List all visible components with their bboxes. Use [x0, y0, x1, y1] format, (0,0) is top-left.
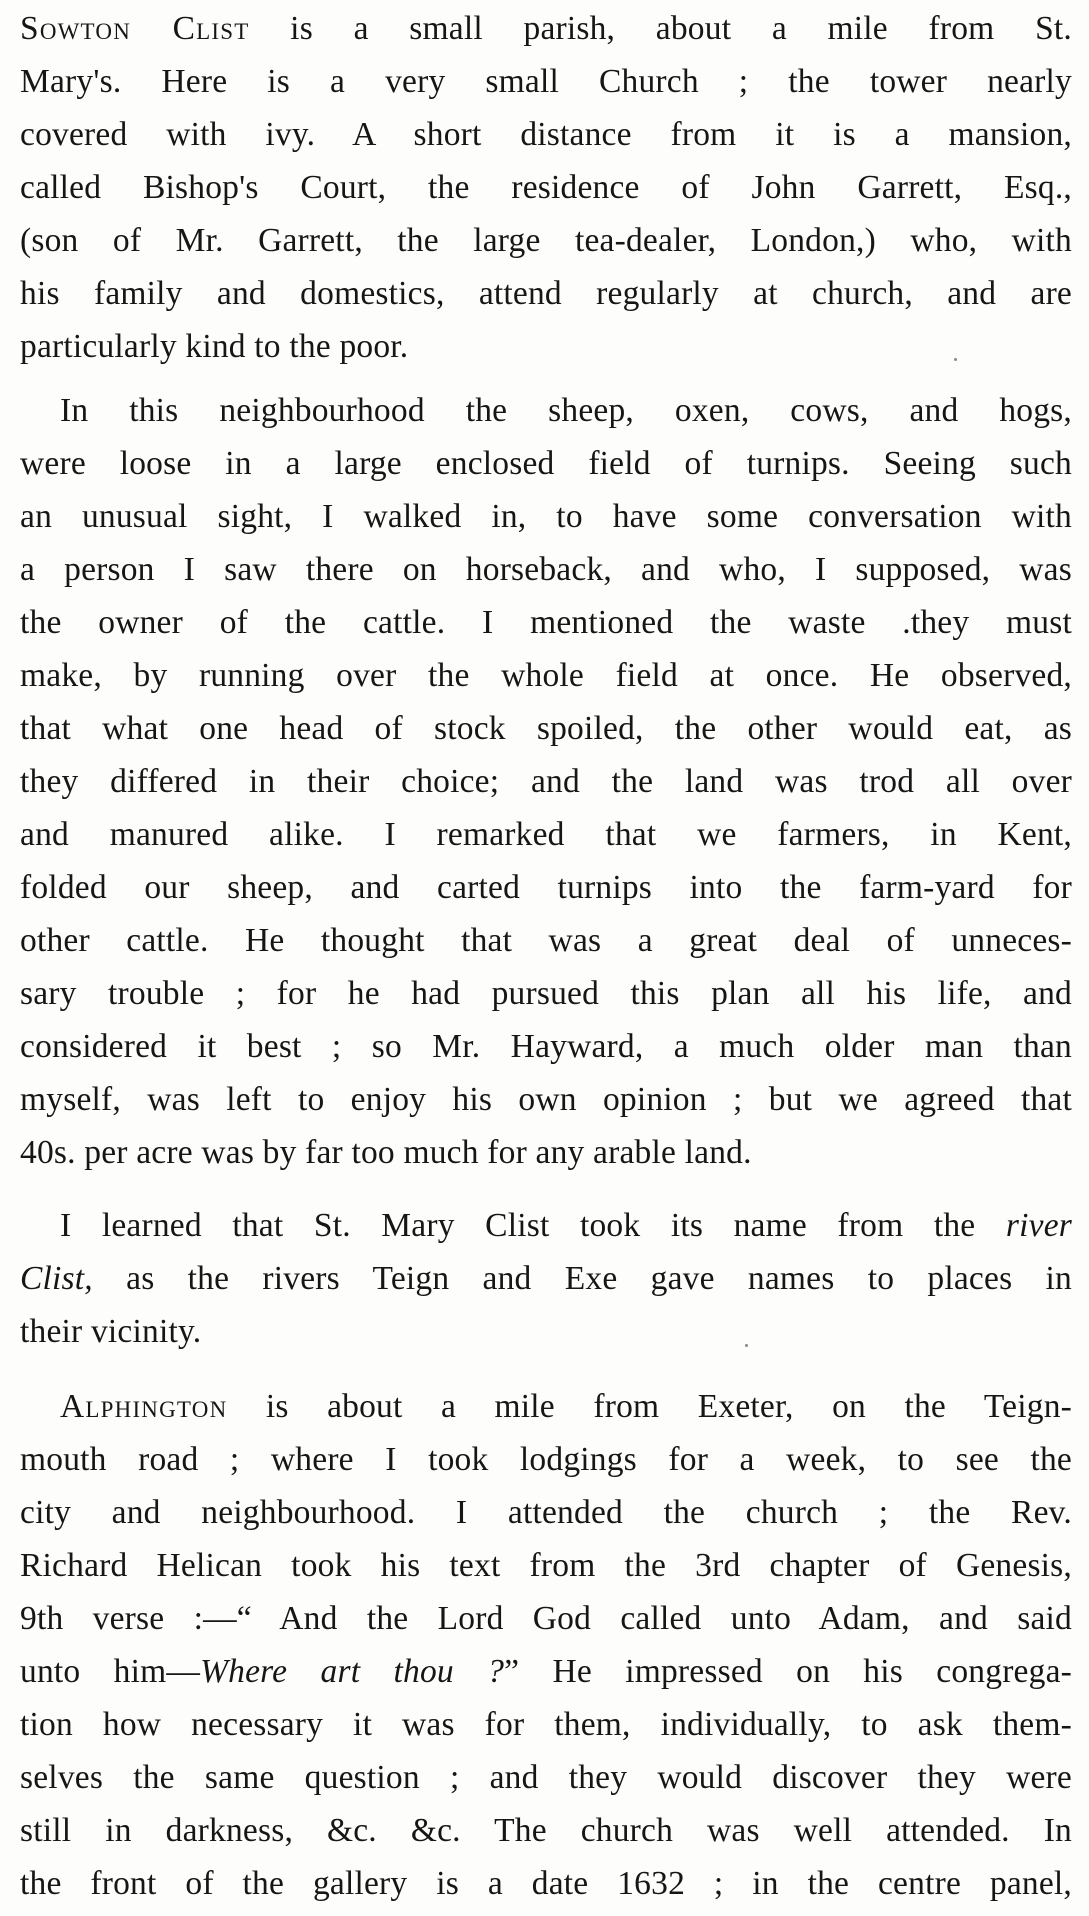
text-line: considered it best ; so Mr. Hayward, a much older man than — [20, 1028, 1072, 1065]
place-name: Sowton Clist — [20, 10, 250, 47]
text-line: sary trouble ; for he had pursued this plan all his life, and — [20, 975, 1072, 1012]
italic-text: Where art thou ? — [200, 1653, 505, 1690]
text-line: and manured alike. I remarked that we farmers, in Kent, — [20, 816, 1072, 853]
place-name: Alphington — [60, 1388, 228, 1425]
text-line: their vicinity. — [20, 1313, 202, 1350]
text-line: other cattle. He thought that was a great deal of unneces- — [20, 922, 1072, 959]
text-line: myself, was left to enjoy his own opinion ; but we agreed that — [20, 1081, 1072, 1118]
text-line: make, by running over the whole field at once. He observed, — [20, 657, 1072, 694]
text-line: the owner of the cattle. I mentioned the waste .they must — [20, 604, 1072, 641]
paragraph-st-mary-clist — [20, 1199, 1072, 1358]
text-line: his family and domestics, attend regularly at church, and are — [20, 275, 1072, 312]
scan-speck — [954, 358, 957, 361]
text-line: mouth road ; where I took lodgings for a week, to see the — [20, 1441, 1072, 1478]
text-line: the front of the gallery is a date 1632 ; in the centre panel, — [20, 1865, 1072, 1902]
text-line: city and neighbourhood. I attended the church ; the Rev. — [20, 1494, 1072, 1531]
text-line: were loose in a large enclosed field of turnips. Seeing such — [20, 445, 1072, 482]
text-line: unto him—Where art thou ?” He impressed on his congrega- — [20, 1653, 1072, 1690]
text-line: Sowton Clist is a small parish, about a mile from St. — [20, 10, 1072, 47]
text-line: a person I saw there on horseback, and who, I supposed, was — [20, 551, 1072, 588]
text-line: Clist, as the rivers Teign and Exe gave names to places in — [20, 1260, 1072, 1297]
text-line: they differed in their choice; and the land was trod all over — [20, 763, 1072, 800]
italic-text: Clist, — [20, 1260, 93, 1297]
paragraph-neighbourhood — [20, 384, 1072, 1179]
text-line: In this neighbourhood the sheep, oxen, cows, and hogs, — [60, 392, 1072, 429]
text-line: Alphington is about a mile from Exeter, on the Teign- — [60, 1388, 1072, 1425]
text-line: 40s. per acre was by far too much for any arable land. — [20, 1134, 752, 1171]
text-line: Mary's. Here is a very small Church ; the tower nearly — [20, 63, 1072, 100]
text-line: an unusual sight, I walked in, to have some conversation with — [20, 498, 1072, 535]
text-line: covered with ivy. A short distance from it is a mansion, — [20, 116, 1072, 153]
text-column — [20, 2, 1072, 1910]
text-line: I learned that St. Mary Clist took its name from the river — [60, 1207, 1072, 1244]
text-line: particularly kind to the poor. — [20, 328, 409, 365]
paragraph-sowton-clist — [20, 2, 1072, 373]
text-line: tion how necessary it was for them, individually, to ask them- — [20, 1706, 1072, 1743]
text-line: 9th verse :—“ And the Lord God called unto Adam, and said — [20, 1600, 1072, 1637]
text-line: (son of Mr. Garrett, the large tea-dealer, London,) who, with — [20, 222, 1072, 259]
scan-speck — [745, 1344, 748, 1347]
text-line: Richard Helican took his text from the 3rd chapter of Genesis, — [20, 1547, 1072, 1584]
text-line: called Bishop's Court, the residence of John Garrett, Esq., — [20, 169, 1072, 206]
text-line: still in darkness, &c. &c. The church was well attended. In — [20, 1812, 1072, 1849]
text-line: folded our sheep, and carted turnips into the farm-yard for — [20, 869, 1072, 906]
paragraph-alphington — [20, 1380, 1072, 1910]
text-line: selves the same question ; and they would discover they were — [20, 1759, 1072, 1796]
text-line: that what one head of stock spoiled, the other would eat, as — [20, 710, 1072, 747]
italic-text: river — [1005, 1207, 1072, 1244]
